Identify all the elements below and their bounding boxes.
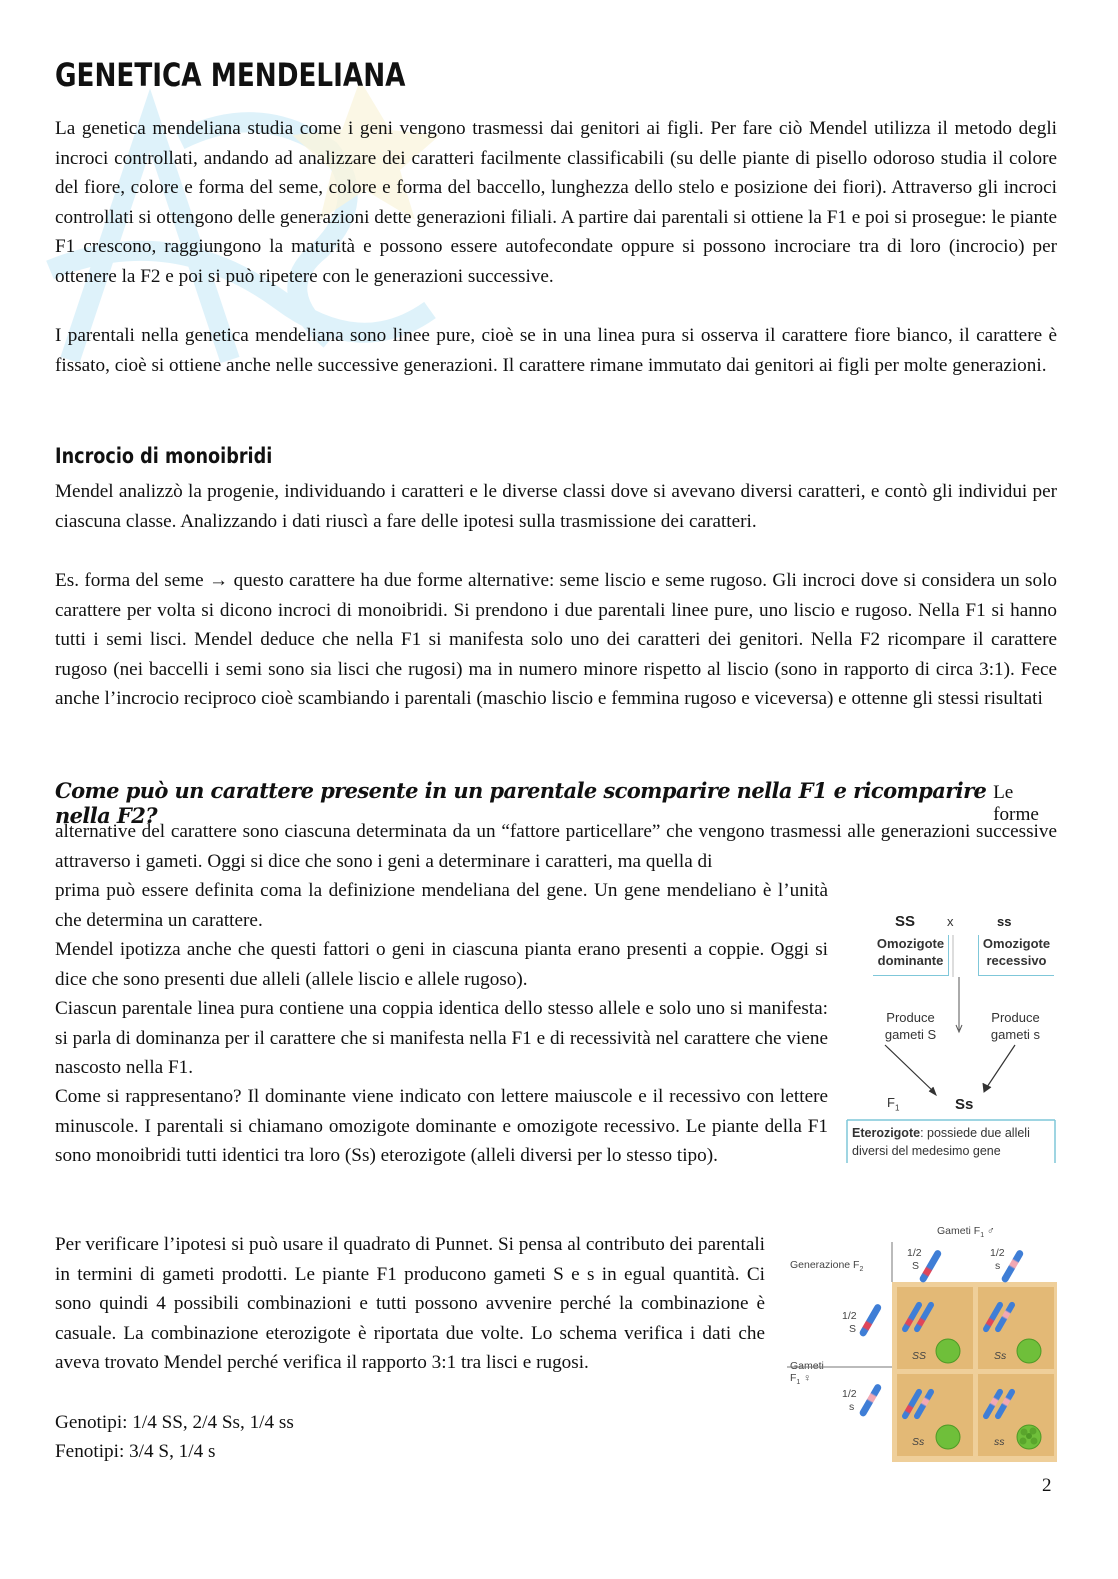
punnett-square-figure [787, 1222, 1062, 1467]
question-tail-text: Le forme [993, 782, 1039, 825]
punnett-left-half-2: 1/2 [842, 1388, 857, 1400]
fenotipi-line: Fenotipi: 3/4 S, 1/4 s [55, 1441, 216, 1462]
chromosome-icon [858, 1303, 882, 1338]
eterozigote-description: Eterozigote: possiede due alleli diversi del medesimo gene [852, 1126, 1030, 1158]
smooth-seed-icon [936, 1339, 960, 1363]
page-title: GENETICA MENDELIANA [55, 56, 406, 94]
punnett-generation-label: Generazione $F_2$ [790, 1259, 864, 1274]
cross-symbol: x [947, 914, 954, 929]
punnett-graphics [787, 1222, 1062, 1467]
punnett-left-allele-2: s [849, 1401, 855, 1413]
punnett-top-half-2: 1/2 [990, 1247, 1005, 1259]
punnett-cell-label-4: ss [994, 1436, 1005, 1448]
question-paragraph-5: Come si rappresentano? Il dominante viene indicato con lettere maiuscole e il recessivo con lettere minuscole. I parentali si chiamano omozigote dominante e omozigote recessivo. Le piante della F1 sono monoibridi tutti identici tra loro (Ss) eterozigote (alleli diversi per lo stesso tipo). [55, 1086, 828, 1167]
box-omozigote-recessivo: Omozigote recessivo [978, 935, 1054, 976]
punnett-left-label: Gameti $F_1$ ♀ [790, 1360, 824, 1387]
smooth-seed-icon [1017, 1339, 1041, 1363]
offspring-genotype: Ss [955, 1096, 974, 1113]
question-heading: Come può un carattere presente in un parentale scomparire nella F1 e ricomparire nella F2? [55, 778, 987, 828]
smooth-seed-icon [936, 1425, 960, 1449]
intro-paragraph-2: I parentali nella genetica mendeliana sono linee pure, cioè se in una linea pura si osserva il carattere fiore bianco, il carattere è fissato, cioè si ottiene anche nelle successive generazioni. Il carattere rimane immutato dai genitori ai figli per molte generazioni. [55, 325, 1057, 376]
gametes-S-label: Produce gameti S [884, 1010, 937, 1042]
punnett-cell-label-1: SS [912, 1350, 927, 1362]
gametes-s-label: Produce gameti s [990, 1010, 1041, 1042]
chromosome-icon [858, 1383, 882, 1418]
parent2-genotype: ss [997, 914, 1012, 929]
wrinkled-seed-icon [1017, 1425, 1041, 1449]
page-number: 2 [1042, 1475, 1052, 1496]
genotipi-line: Genotipi: 1/4 SS, 2/4 Ss, 1/4 ss [55, 1412, 294, 1433]
section-heading: Incrocio di monoibridi [55, 444, 273, 468]
intro-paragraph-1: La genetica mendeliana studia come i geni vengono trasmessi dai genitori ai figli. Per fare ciò Mendel utilizza il metodo degli incroci controllati, andando ad analizzare dei caratteri facilmente classificabili (su delle piante di pisello odoroso studia il colore del fiore, colore e forma del seme, colore e forma del baccello, lunghezza dello stelo e posizione dei fiori). Attraverso gli incroci controllati si ottengono delle generazioni dette generazioni filiali. A partire dai parentali si ottiene la F1 e poi si prosegue: le piante F1 crescono, raggiungono la maturità e possono essere autofecondate oppure si possono incrociare tra di loro (incrocio) per ottenere la F2 e poi si può ripetere con le generazioni successive. [55, 118, 1057, 287]
punnett-left-half-1: 1/2 [842, 1310, 857, 1322]
punnett-top-allele-1: S [912, 1260, 920, 1272]
punnett-cell-label-3: Ss [912, 1436, 925, 1448]
f1-label: $F_1$ [887, 1095, 900, 1113]
punnett-top-half-1: 1/2 [907, 1247, 922, 1259]
chromosome-icon [918, 1249, 942, 1284]
question-paragraph-3: Mendel ipotizza anche che questi fattori o geni in ciascuna pianta erano presenti a coppie. Oggi si dice che sono presenti due alleli (allele liscio e allele rugoso). [55, 939, 828, 990]
punnett-cell-label-2: Ss [994, 1350, 1007, 1362]
punnett-left-allele-1: S [849, 1323, 857, 1335]
parent1-genotype: SS [895, 913, 916, 930]
question-paragraph-4: Ciascun parentale linea pura contiene una coppia identica dello stesso allele e solo uno si manifesta: si parla di dominanza per il carattere che si manifesta nella F1 e di recessività nel carattere che viene nascosto nella F1. [55, 998, 828, 1079]
punnett-top-label: Gameti $F_1$ ♂ [937, 1225, 995, 1240]
box-omozigote-dominante: Omozigote dominante [873, 935, 949, 976]
punnett-paragraph: Per verificare l’ipotesi si può usare il quadrato di Punnet. Si pensa al contributo dei parentali in termini di gameti prodotti. Le piante F1 producono gameti S e s in egual quantità. Ci sono quindi 4 possibili combinazioni e tutti possono avvenire perché la combinazione è casuale. La combinazione eterozigote è riportata due volte. Lo schema verifica i dati che aveva trovato Mendel perché verifica il rapporto 3:1 tra lisci e rugosi. [55, 1234, 765, 1374]
question-paragraph-2: prima può essere definita coma la definizione mendeliana del gene. Un gene mendeliano è l’unità che determina un carattere. [55, 880, 828, 931]
question-paragraph-1: alternative del carattere sono ciascuna determinata da un “fattore particellare” che vengono trasmessi alle generazioni successive attraverso i gameti. Oggi si dice che sono i geni a determinare i caratteri, ma quella di [55, 821, 1057, 872]
chromosome-icon [1000, 1249, 1024, 1284]
monoibridi-paragraph-1: Mendel analizzò la progenie, individuando i caratteri e le diverse classi dove si avevano diversi caratteri, e contò gli individui per ciascuna classe. Analizzando i dati riuscì a fare delle ipotesi sulla trasmissione dei caratteri. [55, 481, 1057, 532]
monoibridi-paragraph-2: Es. forma del seme → questo carattere ha due forme alternative: seme liscio e seme rugoso. Gli incroci dove si considera un solo carattere per volta si dicono incroci di monoibridi. Si prendono i due parentali linee pure, uno liscio e rugoso. Nella F1 si hanno tutti i semi lisci. Mendel deduce che nella F1 si manifesta solo uno dei caratteri dei genitori. Nella F2 ricompare il carattere rugoso (nei baccelli i semi sono sia lisci che rugosi) ma in numero minore rispetto al liscio (sono in rapporto di circa 3:1). Fece anche l’incrocio reciproco cioè scambiando i parentali (maschio liscio e femmina rugoso e viceversa) e ottenne gli stessi risultati [55, 570, 1057, 710]
cross-diagram [845, 905, 1060, 1170]
question-line [55, 778, 1057, 828]
punnett-top-allele-2: s [995, 1260, 1001, 1272]
